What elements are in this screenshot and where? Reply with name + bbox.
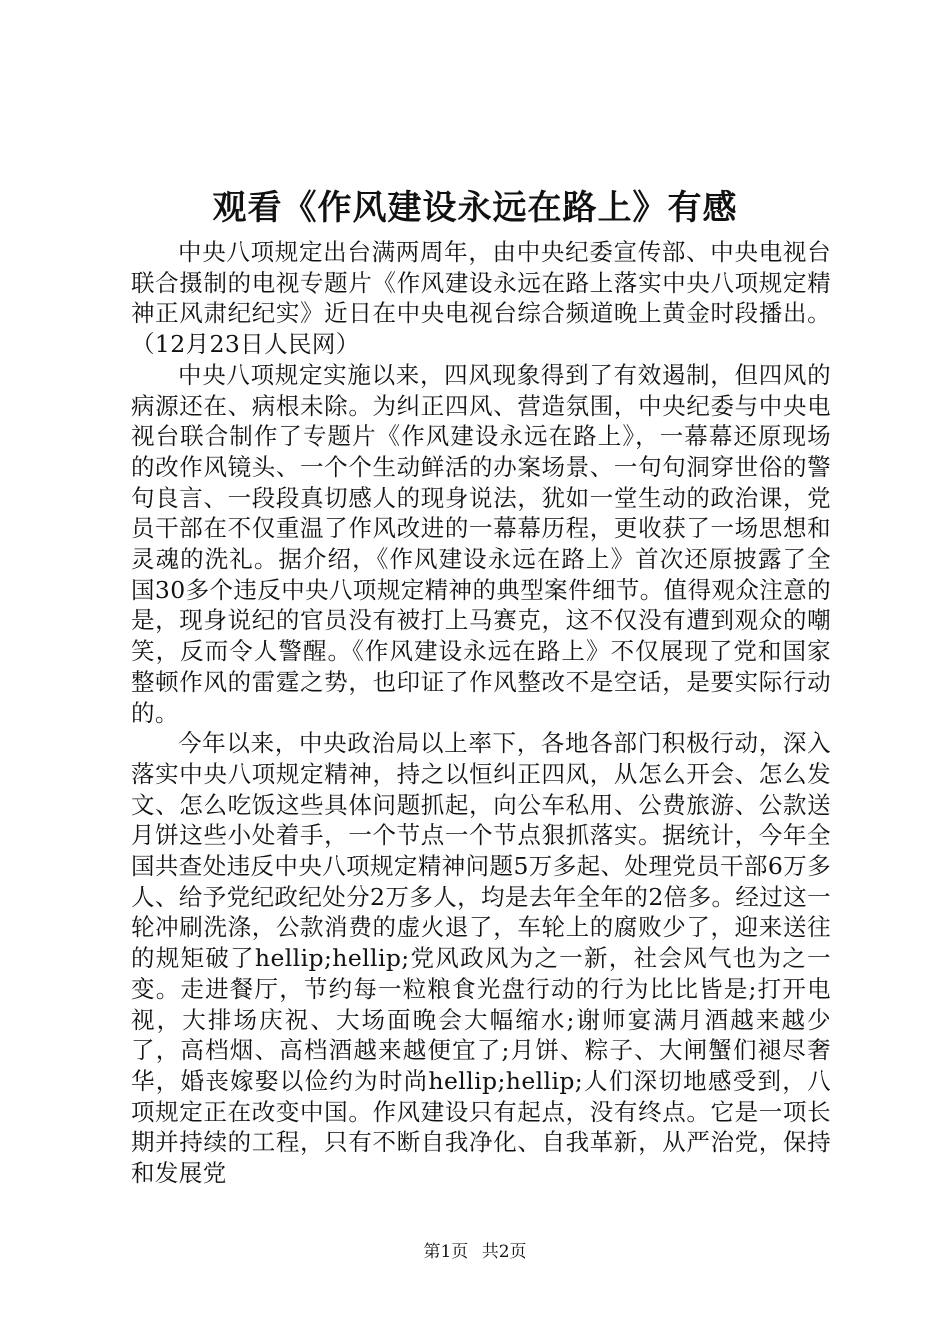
page-number: 第1页 <box>423 1242 469 1262</box>
page-total: 共2页 <box>481 1242 527 1262</box>
document-body <box>131 237 831 1189</box>
paragraph-1: 中央八项规定出台满两周年，由中央纪委宣传部、中央电视台联合摄制的电视专题片《作风建设永远在路上落实中央八项规定精神正风肃纪纪实》近日在中央电视台综合频道晚上黄金时段播出。（12月23日人民网） <box>131 238 831 359</box>
page-footer <box>0 1240 950 1264</box>
document-title: 观看《作风建设永远在路上》有感 <box>212 188 738 228</box>
paragraph-2: 中央八项规定实施以来，四风现象得到了有效遏制，但四风的病源还在、病根未除。为纠正四风、营造氛围，中央纪委与中央电视台联合制作了专题片《作风建设永远在路上》，一幕幕还原现场的改作风镜头、一个个生动鲜活的办案场景、一句句洞穿世俗的警句良言、一段段真切感人的现身说法，犹如一堂生动的政治课，党员干部在不仅重温了作风改进的一幕幕历程，更收获了一场思想和灵魂的洗礼。据介绍，《作风建设永远在路上》首次还原披露了全国30多个违反中央八项规定精神的典型案件细节。值得观众注意的是，现身说纪的官员没有被打上马赛克，这不仅没有遭到观众的嘲笑，反而令人警醒。《作风建设永远在路上》不仅展现了党和国家整顿作风的雷霆之势，也印证了作风整改不是空话，是要实际行动的。 <box>131 360 831 727</box>
paragraph-3: 今年以来，中央政治局以上率下，各地各部门积极行动，深入落实中央八项规定精神，持之以恒纠正四风，从怎么开会、怎么发文、怎么吃饭这些具体问题抓起，向公车私用、公费旅游、公款送月饼这些小处着手，一个节点一个节点狠抓落实。据统计，今年全国共查处违反中央八项规定精神问题5万多起、处理党员干部6万多人、给予党纪政纪处分2万多人，均是去年全年的2倍多。经过这一轮冲刷洗涤，公款消费的虚火退了，车轮上的腐败少了，迎来送往的规矩破了hellip;hellip;党风政风为之一新，社会风气也为之一变。走进餐厅，节约每一粒粮食光盘行动的行为比比皆是;打开电视，大排场庆祝、大场面晚会大幅缩水;谢师宴满月酒越来越少了，高档烟、高档酒越来越便宜了;月饼、粽子、大闸蟹们褪尽奢华，婚丧嫁娶以俭约为时尚hellip;hellip;人们深切地感受到，八项规定正在改变中国。作风建设只有起点，没有终点。它是一项长期并持续的工程，只有不断自我净化、自我革新，从严治党，保持和发展党 <box>131 729 831 1188</box>
